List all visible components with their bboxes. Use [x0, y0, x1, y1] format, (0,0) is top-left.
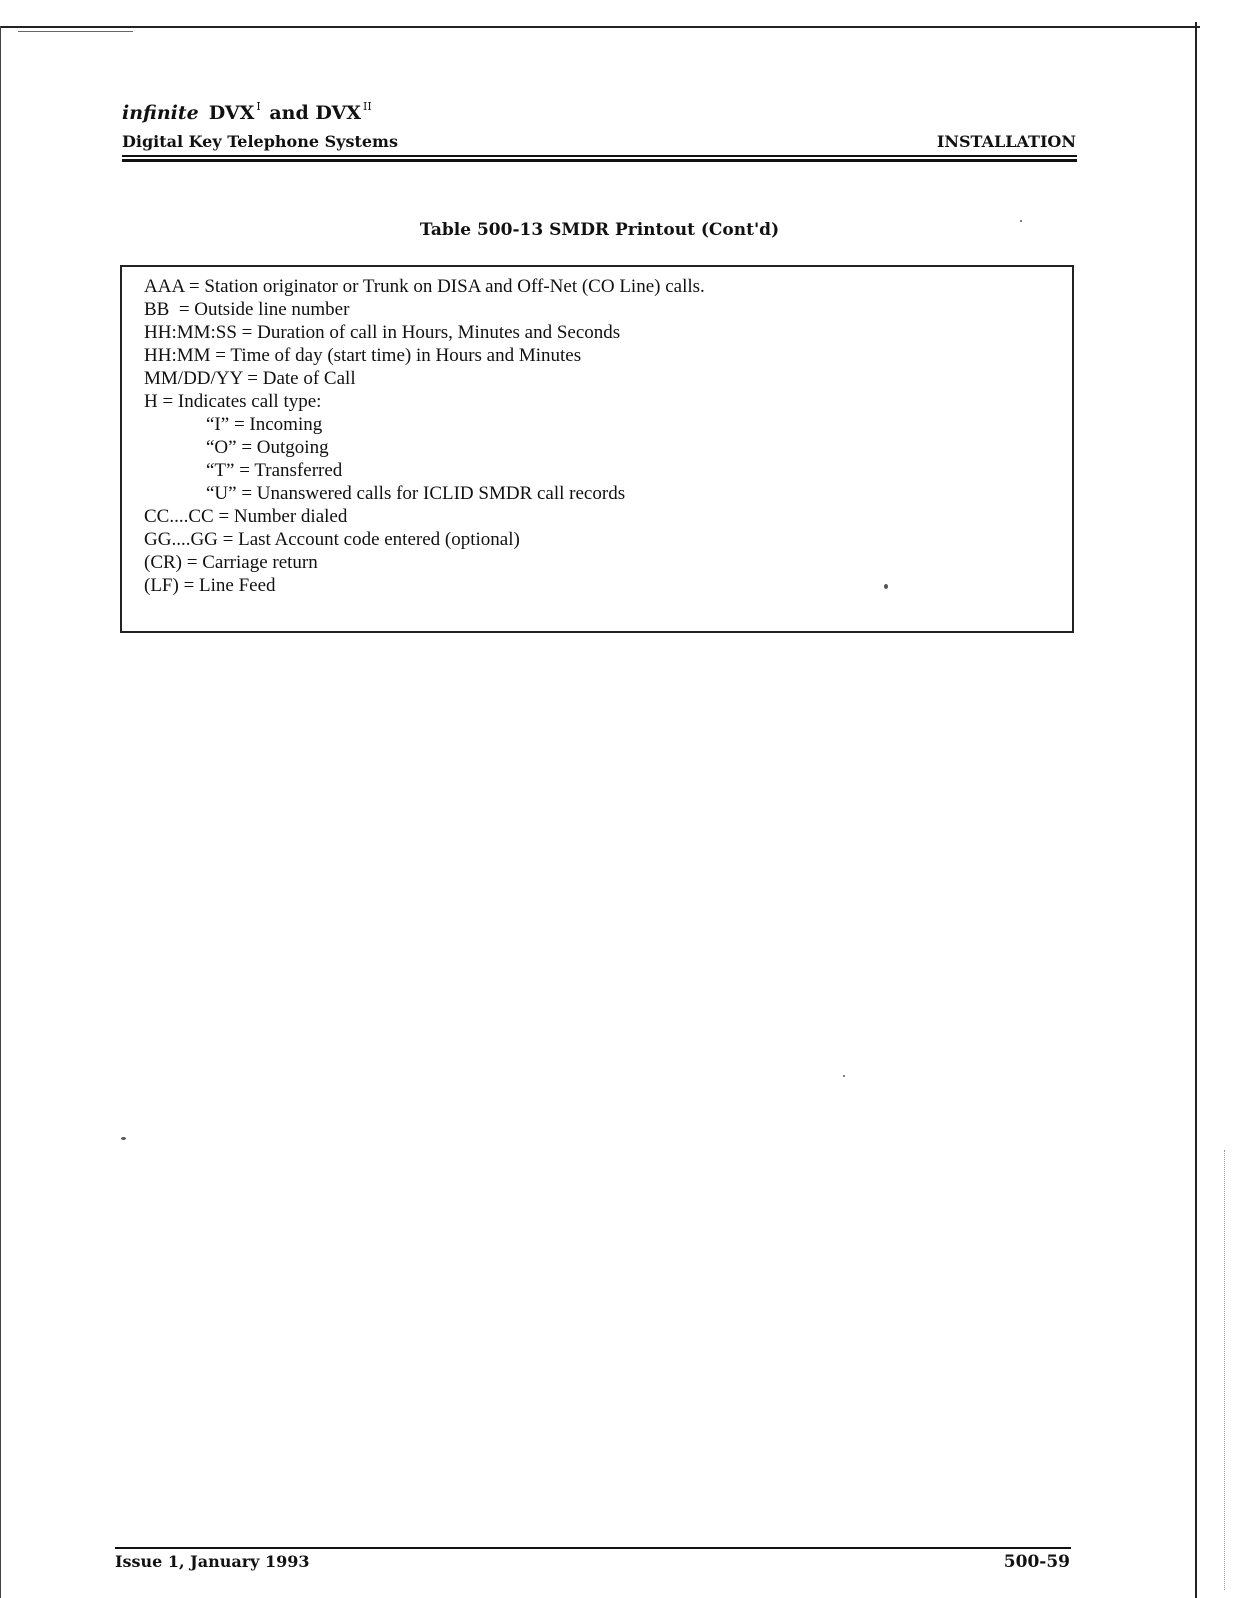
page-frame-right	[1195, 22, 1197, 1598]
page-frame-top	[0, 26, 1200, 28]
footer-rule	[115, 1547, 1071, 1549]
definition-line: HH:MM:SS = Duration of call in Hours, Minutes and Seconds	[144, 322, 621, 343]
product-sup-1: I	[256, 100, 261, 113]
document-title	[122, 100, 374, 124]
scan-speck	[843, 1075, 845, 1077]
definition-line: H = Indicates call type:	[144, 391, 322, 412]
header-rule	[122, 155, 1077, 157]
header-rule-thick	[122, 159, 1077, 162]
definition-line: (LF) = Line Feed	[144, 575, 276, 596]
definition-line: HH:MM = Time of day (start time) in Hours and Minutes	[144, 345, 582, 366]
definition-line: CC....CC = Number dialed	[144, 506, 348, 527]
brand-name: infinite	[122, 102, 199, 124]
call-type-line: “T” = Transferred	[206, 460, 343, 481]
definition-line: (CR) = Carriage return	[144, 552, 318, 573]
scan-edge-dots	[1224, 1150, 1226, 1590]
definition-line: GG....GG = Last Account code entered (optional)	[144, 529, 520, 550]
table-caption: Table 500-13 SMDR Printout (Cont'd)	[419, 220, 780, 240]
call-type-line: “U” = Unanswered calls for ICLID SMDR call records	[206, 483, 626, 504]
page-frame-mark	[18, 31, 133, 32]
page-frame-left	[0, 26, 1, 1598]
document-subtitle: Digital Key Telephone Systems	[122, 132, 398, 151]
definition-line: AAA = Station originator or Trunk on DISA and Off-Net (CO Line) calls.	[144, 276, 705, 297]
call-type-line: “I” = Incoming	[206, 414, 323, 435]
section-label: INSTALLATION	[936, 132, 1076, 151]
product-name-1: DVX	[208, 102, 255, 124]
page-number: 500-59	[1003, 1552, 1070, 1572]
call-type-line: “O” = Outgoing	[206, 437, 329, 458]
definition-list	[144, 275, 705, 597]
scan-speck	[121, 1137, 126, 1140]
smdr-legend-table	[120, 265, 1074, 633]
product-name-2: and DVX	[269, 102, 362, 124]
issue-date: Issue 1, January 1993	[115, 1552, 310, 1571]
definition-line: BB = Outside line number	[144, 299, 350, 320]
product-sup-2: II	[363, 100, 372, 113]
definition-line: MM/DD/YY = Date of Call	[144, 368, 356, 389]
